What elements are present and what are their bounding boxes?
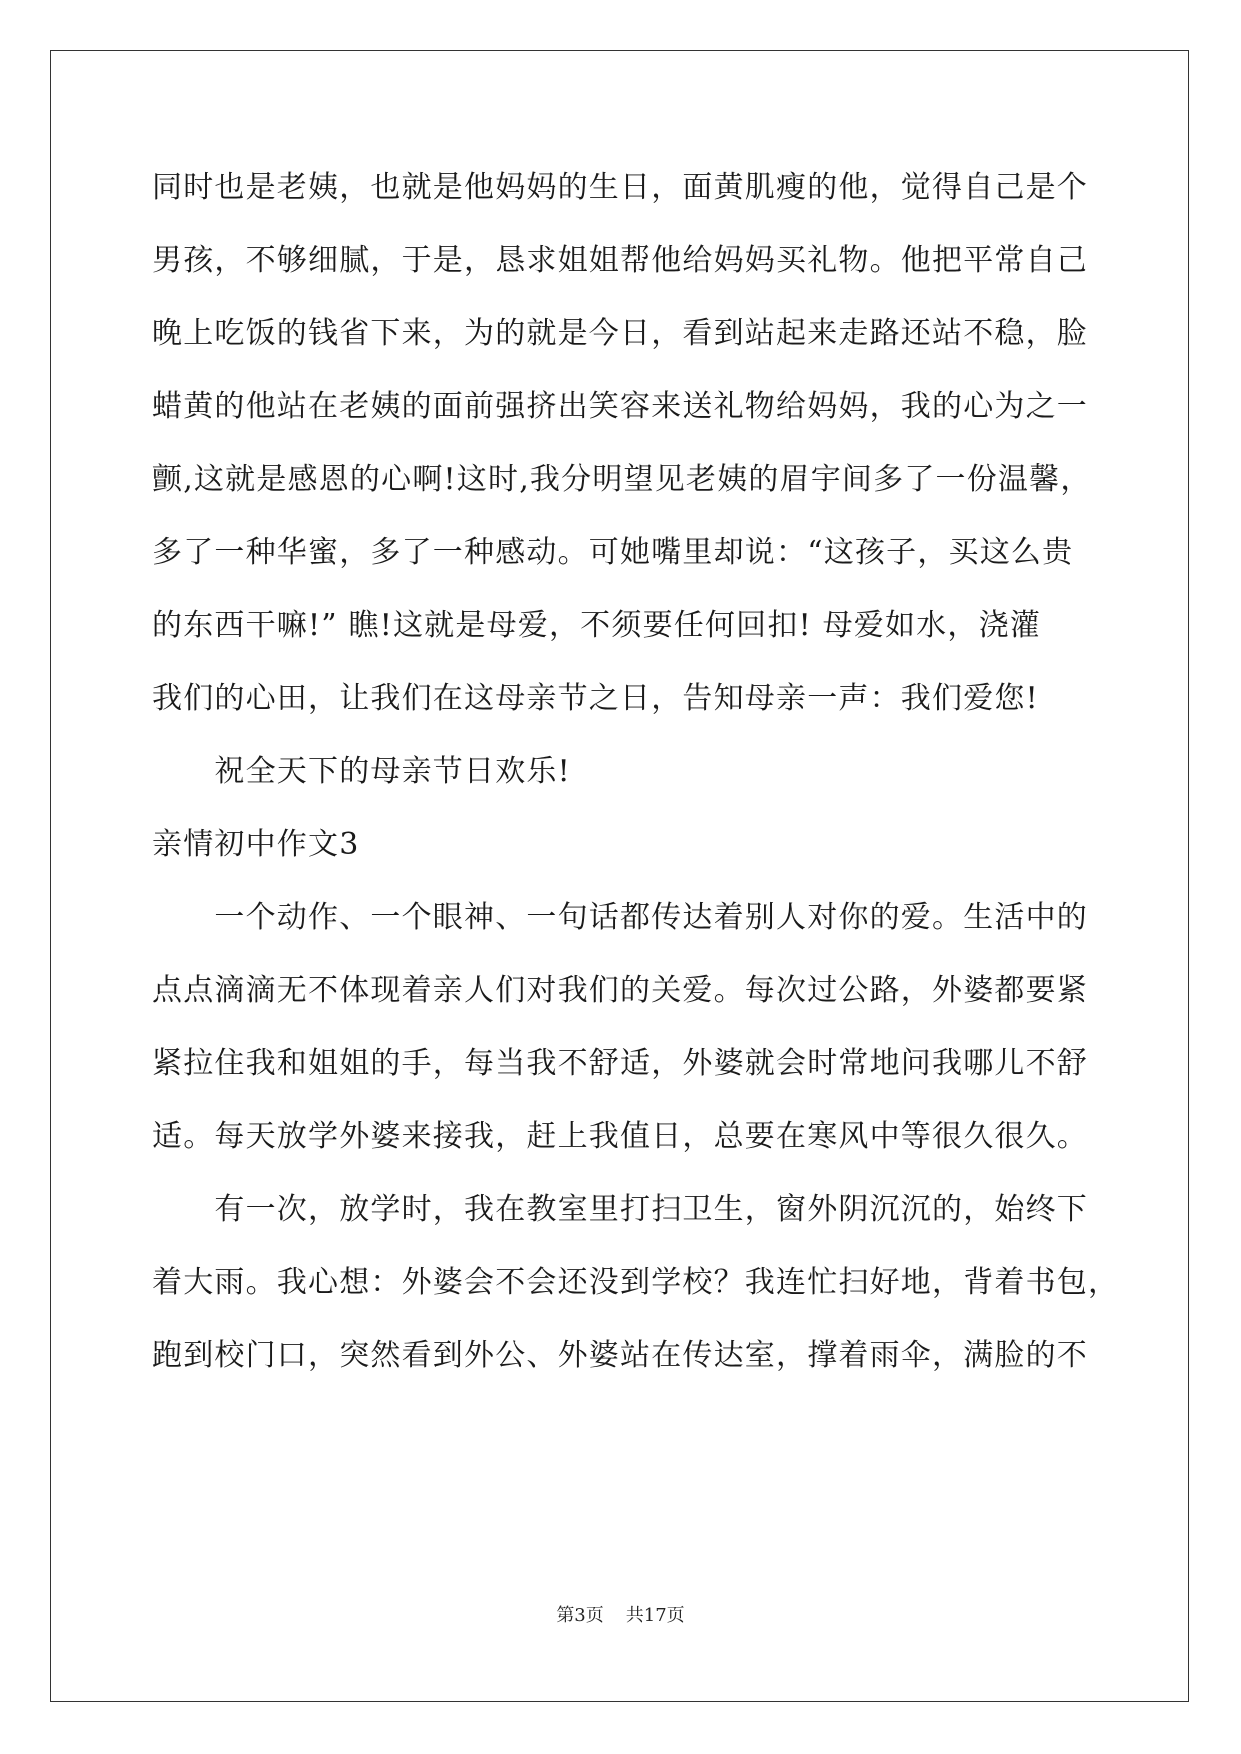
text-line: 晚上吃饭的钱省下来，为的就是今日，看到站起来走路还站不稳，脸 [152,316,1088,351]
page-border [50,50,1189,1702]
text-line: 点点滴滴无不体现着亲人们对我们的关爱。每次过公路，外婆都要紧 [152,973,1088,1008]
text-line: 男孩，不够细腻，于是，恳求姐姐帮他给妈妈买礼物。他把平常自己 [152,243,1088,278]
text-line: 多了一种华蜜，多了一种感动。可她嘴里却说：“这孩子，买这么贵 [152,535,1074,570]
text-line: 我们的心田，让我们在这母亲节之日，告知母亲一声：我们爱您! [152,681,1039,716]
text-line: 跑到校门口，突然看到外公、外婆站在传达室，撑着雨伞，满脸的不 [152,1338,1088,1373]
text-line: 紧拉住我和姐姐的手，每当我不舒适，外婆就会时常地问我哪儿不舒 [152,1046,1088,1081]
page-total: 共17页 [625,1605,685,1626]
page-number: 第3页 [556,1605,604,1626]
text-line: 着大雨。我心想：外婆会不会还没到学校？我连忙扫好地，背着书包， [152,1265,1120,1300]
text-line: 蜡黄的他站在老姨的面前强挤出笑容来送礼物给妈妈，我的心为之一 [152,389,1088,424]
text-line: 颤,这就是感恩的心啊!这时,我分明望见老姨的眉宇间多了一份温馨， [152,462,1092,497]
section-heading: 亲情初中作文3 [152,827,360,862]
page-footer [0,1604,1241,1628]
text-line: 一个动作、一个眼神、一句话都传达着别人对你的爱。生活中的 [152,900,1088,935]
closing-line: 祝全天下的母亲节日欢乐! [152,754,571,789]
text-line: 的东西干嘛!” 瞧!这就是母爱，不须要任何回扣! 母爱如水，浇灌 [152,608,1041,643]
text-line: 同时也是老姨，也就是他妈妈的生日，面黄肌瘦的他，觉得自己是个 [152,170,1088,205]
text-line: 有一次，放学时，我在教室里打扫卫生，窗外阴沉沉的，始终下 [152,1192,1088,1227]
text-line: 适。每天放学外婆来接我，赶上我值日，总要在寒风中等很久很久。 [152,1119,1088,1154]
